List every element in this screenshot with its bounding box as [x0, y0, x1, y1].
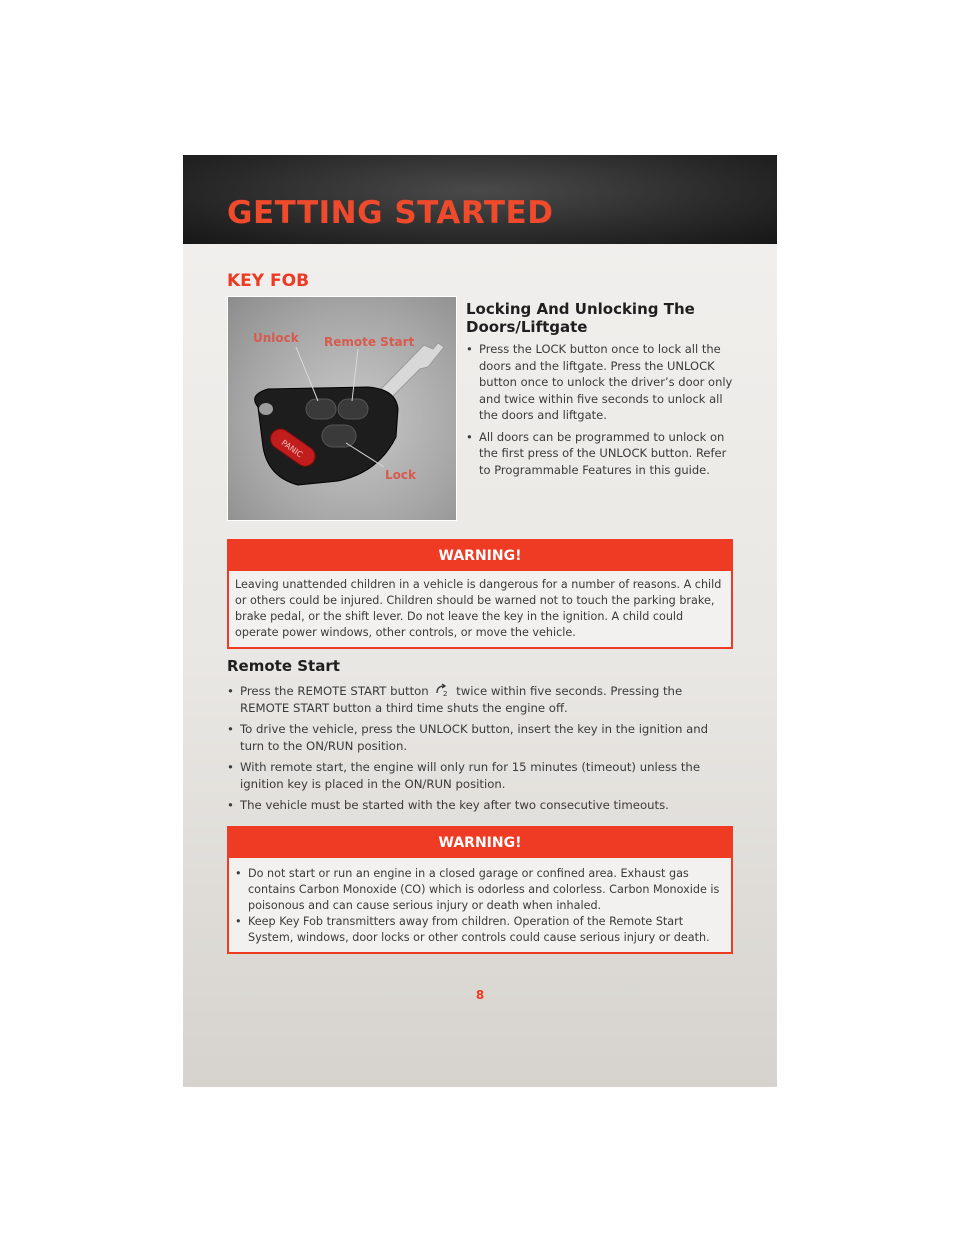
list-item: • With remote start, the engine will only run for 15 minutes (timeout) unless the ignition key is placed in the ON/RUN position.: [227, 759, 733, 792]
warning-bullets: [229, 858, 731, 952]
warning-box-carbon-monoxide: [227, 826, 733, 954]
unlock-label: Unlock: [253, 331, 299, 345]
lock-label: Lock: [385, 468, 416, 482]
locking-title-line1: Locking And Unlocking The: [466, 300, 695, 318]
locking-title: [466, 300, 736, 336]
warning-heading: WARNING!: [229, 541, 731, 571]
warning-heading: WARNING!: [229, 828, 731, 858]
lock-button-graphic: [322, 425, 356, 447]
remote-start-title: Remote Start: [227, 657, 340, 675]
manual-page: [183, 155, 777, 1087]
remote-start-bullet1-text: Press the REMOTE START button: [240, 684, 429, 698]
remote-start-icon: [434, 683, 450, 697]
warning-box-children: [227, 539, 733, 649]
remote-start-label: Remote Start: [324, 335, 415, 349]
fob-keyring-hole: [259, 403, 273, 415]
list-item: [227, 683, 733, 716]
page-number: 8: [475, 988, 485, 1002]
list-item: • To drive the vehicle, press the UNLOCK button, insert the key in the ignition and turn to the ON/RUN position.: [227, 721, 733, 754]
list-item: • Press the LOCK button once to lock all the doors and the liftgate. Press the UNLOCK button once to unlock the driver’s door only and twice within five seconds to unlock all the doors and liftgate.: [466, 341, 736, 424]
svg-text:2: 2: [443, 690, 448, 697]
panic-label: PANIC: [279, 438, 305, 460]
remote-start-bullets: [227, 683, 733, 819]
remote-start-bullet1-text-end: twice within five seconds. Pressing the REMOTE START button a third time shuts the engine off.: [240, 684, 683, 715]
list-item: • All doors can be programmed to unlock on the first press of the UNLOCK button. Refer to Programmable Features in this guide.: [466, 429, 736, 479]
list-item: • Keep Key Fob transmitters away from children. Operation of the Remote Start System, windows, door locks or other controls could cause serious injury or death.: [235, 914, 724, 946]
locking-title-line2: Doors/Liftgate: [466, 318, 588, 336]
section-title: KEY FOB: [227, 271, 310, 291]
list-item: • The vehicle must be started with the key after two consecutive timeouts.: [227, 797, 733, 814]
header-title: GETTING STARTED: [227, 195, 554, 231]
locking-bullets: [466, 341, 736, 483]
remote-start-button-graphic: [338, 399, 368, 419]
list-item: • Do not start or run an engine in a closed garage or confined area. Exhaust gas contains Carbon Monoxide (CO) which is odorless and colorless. Carbon Monoxide is poisonous and can cause serious injury or death when inhaled.: [235, 866, 724, 914]
page-header: [183, 155, 777, 244]
warning-text: Leaving unattended children in a vehicle is dangerous for a number of reasons. A child or others could be injured. Children should be warned not to touch the parking brake, brake pedal, or the shift lever. Do not leave the key in the ignition. A child could operate power windows, other controls, or move the vehicle.: [235, 578, 722, 639]
unlock-button-graphic: [306, 399, 336, 419]
key-fob-photo: [227, 296, 457, 521]
